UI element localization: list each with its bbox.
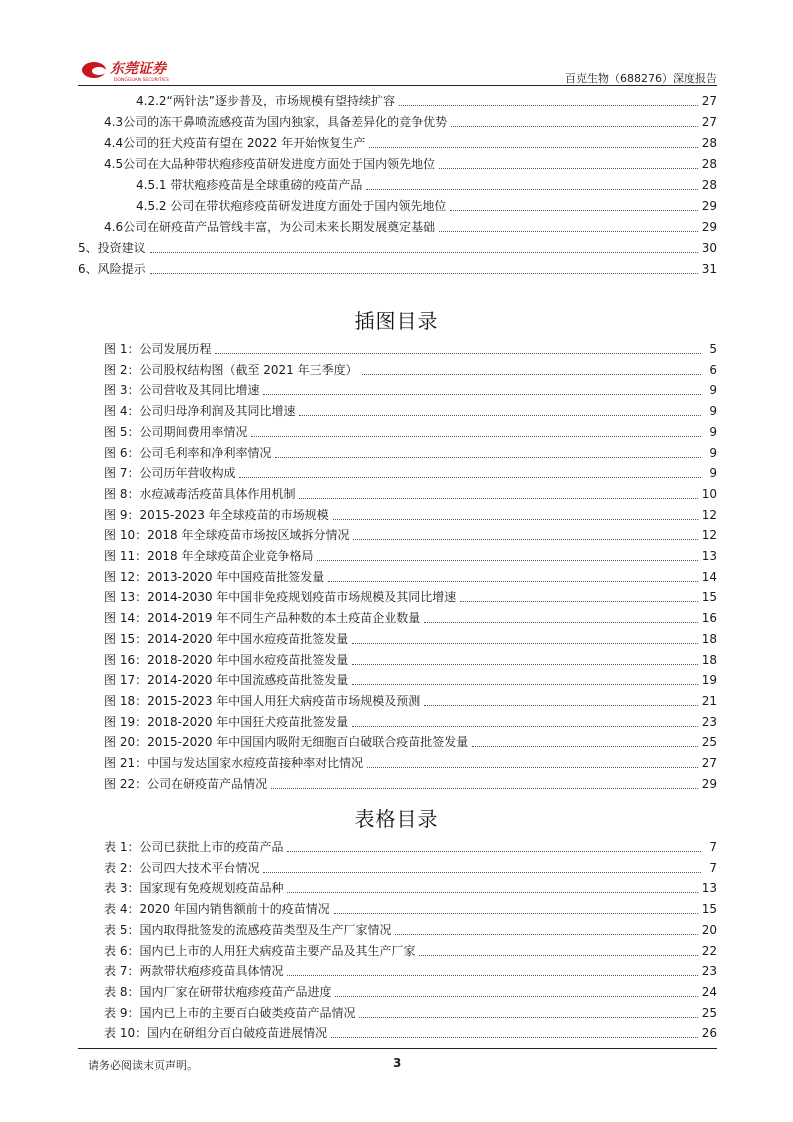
toc-entry[interactable] <box>78 110 717 131</box>
toc-entry-page: 27 <box>701 756 717 770</box>
toc-entry-page: 28 <box>701 157 717 171</box>
toc-entry[interactable] <box>78 730 717 751</box>
toc-entry[interactable] <box>78 980 717 1001</box>
toc-entry-page: 14 <box>701 569 717 584</box>
toc-entry-page: 27 <box>701 115 717 129</box>
logo-text: 东莞证券 <box>110 61 166 77</box>
toc-entry[interactable] <box>78 378 717 399</box>
document-title: 百克生物（688276）深度报告 <box>565 72 717 85</box>
toc-entry-page: 15 <box>701 902 717 917</box>
toc-entry-page: 19 <box>701 673 717 688</box>
toc-entry[interactable] <box>78 648 717 669</box>
toc-entry-page: 22 <box>701 943 717 958</box>
toc-entry-label: 表 10：国内在研组分百白破疫苗进展情况 <box>104 1026 328 1041</box>
toc-entry-label: 图 12：2013-2020 年中国疫苗批签发量 <box>104 569 325 584</box>
toc-entry-page: 9 <box>709 383 717 398</box>
toc-entry[interactable] <box>78 131 717 152</box>
toc-entry-label: 6、风险提示 <box>78 262 146 276</box>
toc-entry[interactable] <box>78 544 717 565</box>
toc-entry-page: 9 <box>709 445 717 460</box>
toc-entry[interactable] <box>78 441 717 462</box>
toc-entry-label: 表 7：两款带状疱疹疫苗具体情况 <box>104 964 284 979</box>
toc-entry[interactable] <box>78 939 717 960</box>
toc-entry[interactable] <box>78 89 717 110</box>
toc-entry[interactable] <box>78 565 717 586</box>
toc-entry[interactable] <box>78 173 717 194</box>
toc-entry[interactable] <box>78 606 717 627</box>
toc-entry[interactable] <box>78 420 717 441</box>
toc-entry-label: 图 17：2014-2020 年中国流感疫苗批签发量 <box>104 673 349 688</box>
toc-entry[interactable] <box>78 751 717 772</box>
toc-entry[interactable] <box>78 1021 717 1042</box>
toc-entry-page: 7 <box>709 860 717 875</box>
toc-entry-label: 图 3：公司营收及其同比增速 <box>104 383 260 398</box>
toc-entry[interactable] <box>78 358 717 379</box>
toc-entry[interactable] <box>78 856 717 877</box>
toc-entry-label: 图 22：公司在研疫苗产品情况 <box>104 776 268 791</box>
toc-entry-label: 表 3：国家现有免疫规划疫苗品种 <box>104 881 284 896</box>
toc-entry[interactable] <box>78 152 717 173</box>
toc-entry-page: 9 <box>709 424 717 439</box>
toc-entry-page: 29 <box>701 199 717 213</box>
toc-entry-label: 4.3公司的冻干鼻喷流感疫苗为国内独家，具备差异化的竞争优势 <box>104 115 448 129</box>
toc-entry-page: 15 <box>701 590 717 605</box>
toc-entry-page: 13 <box>701 881 717 896</box>
toc-entry-page: 16 <box>701 611 717 626</box>
toc-entry-label: 图 4：公司归母净利润及其同比增速 <box>104 404 296 419</box>
toc-entry-page: 31 <box>701 262 717 276</box>
toc-entry-page: 29 <box>701 776 717 791</box>
toc-entry-page: 12 <box>701 507 717 522</box>
toc-entry-page: 26 <box>701 1026 717 1041</box>
toc-entry-page: 25 <box>701 1005 717 1020</box>
toc-entry-page: 20 <box>701 922 717 937</box>
footer-divider <box>78 1048 717 1049</box>
toc-entry-page: 30 <box>701 241 717 255</box>
toc-entry[interactable] <box>78 959 717 980</box>
toc-entry-label: 图 20：2015-2020 年中国国内吸附无细胞百白破联合疫苗批签发量 <box>104 735 469 750</box>
toc-entry-page: 9 <box>709 404 717 419</box>
figures-section-title: 插图目录 <box>354 309 439 333</box>
toc-entry-page: 27 <box>701 94 717 108</box>
toc-entry-label: 图 1：公司发展历程 <box>104 342 212 356</box>
toc-entry[interactable] <box>78 918 717 939</box>
toc-entry[interactable] <box>78 585 717 606</box>
toc-entry-label: 表 2：公司四大技术平台情况 <box>104 860 260 875</box>
toc-entry-label: 表 4：2020 年国内销售额前十的疫苗情况 <box>104 902 330 917</box>
toc-entry-label: 图 6：公司毛利率和净利率情况 <box>104 445 272 460</box>
toc-entry-label: 图 8：水痘减毒活疫苗具体作用机制 <box>104 486 296 501</box>
toc-entry[interactable] <box>78 461 717 482</box>
toc-entry[interactable] <box>78 1001 717 1022</box>
toc-entry[interactable] <box>78 835 717 856</box>
toc-entry[interactable] <box>78 772 717 793</box>
toc-entry-label: 图 9：2015-2023 年全球疫苗的市场规模 <box>104 507 329 522</box>
toc-entry-label: 表 8：国内厂家在研带状疱疹疫苗产品进度 <box>104 984 332 999</box>
toc-entry-label: 5、投资建议 <box>78 241 146 255</box>
toc-entry[interactable] <box>78 710 717 731</box>
toc-entry-label: 图 7：公司历年营收构成 <box>104 466 236 481</box>
toc-entry-label: 图 13：2014-2030 年中国非免疫规划疫苗市场规模及其同比增速 <box>104 590 457 605</box>
header-divider <box>78 85 717 86</box>
toc-entry[interactable] <box>78 668 717 689</box>
toc-entry[interactable] <box>78 876 717 897</box>
toc-entry-label: 4.5.2 公司在带状疱疹疫苗研发进度方面处于国内领先地位 <box>136 199 447 213</box>
toc-entry-label: 图 14：2014-2019 年不同生产品种数的本土疫苗企业数量 <box>104 611 421 626</box>
toc-entry-page: 6 <box>709 362 717 377</box>
toc-entry-label: 4.5.1 带状疱疹疫苗是全球重磅的疫苗产品 <box>136 178 363 192</box>
toc-entry-page: 18 <box>701 652 717 667</box>
toc-entry-page: 12 <box>701 528 717 543</box>
toc-entry[interactable] <box>78 257 717 278</box>
toc-entry[interactable] <box>78 337 717 358</box>
toc-entry-label: 4.6公司在研疫苗产品管线丰富，为公司未来长期发展奠定基础 <box>104 220 436 234</box>
toc-entry-label: 表 1：公司已获批上市的疫苗产品 <box>104 840 284 854</box>
toc-entry-page: 13 <box>701 549 717 563</box>
toc-entry-label: 图 5：公司期间费用率情况 <box>104 424 248 439</box>
toc-entry[interactable] <box>78 689 717 710</box>
toc-entry-page: 23 <box>701 964 717 979</box>
company-logo <box>80 56 220 84</box>
toc-entry-page: 28 <box>701 136 717 150</box>
toc-entry-page: 7 <box>709 840 717 854</box>
toc-entry-page: 5 <box>709 342 717 356</box>
toc-entry[interactable] <box>78 194 717 215</box>
toc-entry-label: 图 16：2018-2020 年中国水痘疫苗批签发量 <box>104 652 349 667</box>
toc-entry-page: 24 <box>701 984 717 999</box>
toc-entry-page: 10 <box>701 486 717 501</box>
toc-entry[interactable] <box>78 482 717 503</box>
toc-entry-label: 4.5公司在大品种带状疱疹疫苗研发进度方面处于国内领先地位 <box>104 157 436 171</box>
toc-entry-page: 28 <box>701 178 717 192</box>
footer-disclaimer: 请务必阅读末页声明。 <box>88 1059 198 1072</box>
toc-entry[interactable] <box>78 523 717 544</box>
toc-entry-page: 25 <box>701 735 717 750</box>
toc-entry-page: 18 <box>701 631 717 646</box>
toc-entry[interactable] <box>78 399 717 420</box>
toc-entry[interactable] <box>78 897 717 918</box>
toc-entry-label: 4.2.2“两针法”逐步普及，市场规模有望持续扩容 <box>136 94 395 108</box>
toc-entry-label: 4.4公司的狂犬疫苗有望在 2022 年开始恢复生产 <box>104 136 366 150</box>
toc-entry-label: 表 6：国内已上市的人用狂犬病疫苗主要产品及其生产厂家 <box>104 943 416 958</box>
toc-entry-label: 表 5：国内取得批签发的流感疫苗类型及生产厂家情况 <box>104 922 392 937</box>
toc-entry[interactable] <box>78 236 717 257</box>
toc-entry-page: 21 <box>701 693 717 708</box>
toc-entry[interactable] <box>78 627 717 648</box>
logo-subtext: DONGGUAN SECURITIES <box>114 78 169 83</box>
toc-entry-page: 9 <box>709 466 717 481</box>
toc-entry-label: 图 19：2018-2020 年中国狂犬疫苗批签发量 <box>104 714 349 729</box>
toc-entry-label: 图 10：2018 年全球疫苗市场按区域拆分情况 <box>104 528 350 543</box>
toc-entry-label: 图 15：2014-2020 年中国水痘疫苗批签发量 <box>104 631 349 646</box>
toc-entry-label: 图 11：2018 年全球疫苗企业竞争格局 <box>104 549 314 563</box>
tables-section-title: 表格目录 <box>354 807 439 831</box>
toc-entry[interactable] <box>78 215 717 236</box>
toc-entry-page: 23 <box>701 714 717 729</box>
toc-entry[interactable] <box>78 503 717 524</box>
toc-entry-label: 表 9：国内已上市的主要百白破类疫苗产品情况 <box>104 1005 356 1020</box>
toc-entry-label: 图 2：公司股权结构图（截至 2021 年三季度） <box>104 362 358 377</box>
toc-entry-label: 图 21：中国与发达国家水痘疫苗接种率对比情况 <box>104 756 364 770</box>
page-number: 3 <box>393 1056 402 1070</box>
toc-entry-page: 29 <box>701 220 717 234</box>
toc-entry-label: 图 18：2015-2023 年中国人用狂犬病疫苗市场规模及预测 <box>104 693 421 708</box>
